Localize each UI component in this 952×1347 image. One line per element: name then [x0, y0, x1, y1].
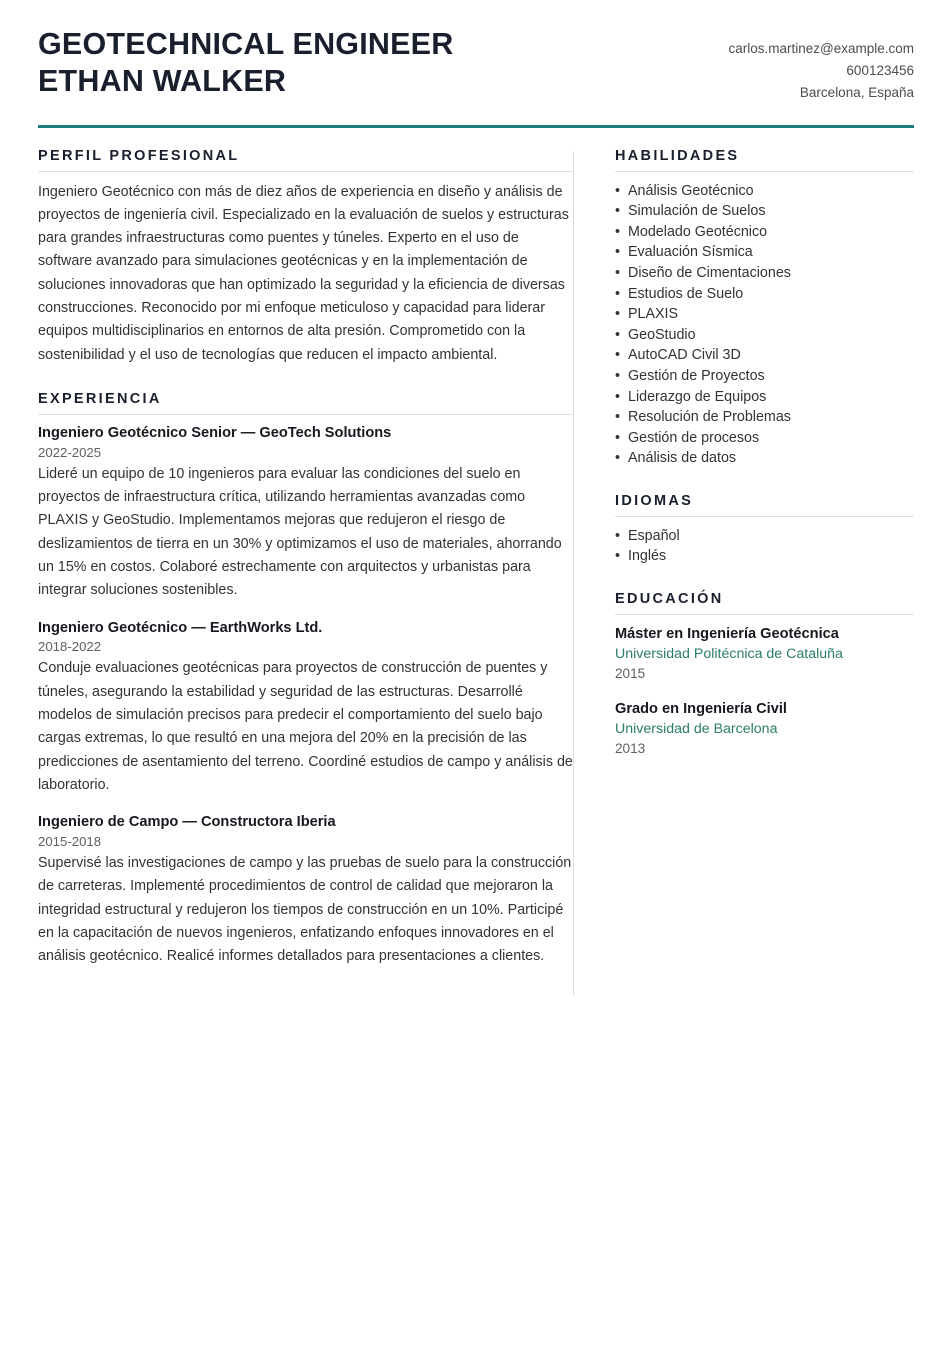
education-year: 2013: [615, 741, 646, 757]
list-item: • Inglés: [615, 546, 914, 567]
job-dates: 2022-2025: [38, 444, 102, 460]
education-item: [615, 699, 914, 759]
education-item: [615, 624, 914, 684]
contact-phone[interactable]: 600123456: [846, 62, 914, 78]
list-item: • PLAXIS: [615, 304, 914, 325]
contact-block: [728, 26, 914, 104]
contact-email[interactable]: carlos.martinez@example.com: [728, 41, 914, 56]
experience-item: [38, 424, 573, 603]
list-item: • Simulación de Suelos: [615, 201, 914, 222]
job-title: Ingeniero Geotécnico Senior — GeoTech Solutions: [38, 424, 392, 441]
section-skills: [615, 148, 914, 469]
candidate-name: ETHAN WALKER: [38, 64, 287, 99]
job-dates: 2018-2022: [38, 639, 102, 655]
list-item: • Modelado Geotécnico: [615, 222, 914, 243]
job-description: Lideré un equipo de 10 ingenieros para evaluar las condiciones del suelo en proyectos de infraestructura crítica, utilizando herramientas avanzadas como PLAXIS y GeoStudio. Implementamos mejoras que redujeron el riesgo de deslizamientos de tierra en un 30% y optimizamos el uso de materiales, ahorrando un 15% en costos. Colaboré estrechamente con arquitectos y urbanistas para integrar soluciones sostenibles.: [38, 465, 562, 599]
list-item: • Análisis Geotécnico: [615, 181, 914, 202]
list-item: • Español: [615, 526, 914, 547]
experience-item: [38, 813, 573, 968]
section-heading-education: EDUCACIÓN: [615, 591, 914, 615]
job-dates: 2015-2018: [38, 833, 102, 849]
skills-list: [615, 181, 914, 469]
list-item: • Evaluación Sísmica: [615, 242, 914, 263]
education-school: Universidad de Barcelona: [615, 720, 778, 737]
job-description: Conduje evaluaciones geotécnicas para proyectos de construcción de puentes y túneles, asegurando la estabilidad y seguridad de las estructuras. Desarrollé modelos de simulación precisos para predecir el comportamiento del suelo bajo cargas extremas, lo que resultó en una mejora del 20% en la precisión de las predicciones de asentamiento del terreno. Coordiné estudios de campo y análisis de laboratorio.: [38, 660, 573, 793]
list-item: • Diseño de Cimentaciones: [615, 263, 914, 284]
list-item: • Gestión de Proyectos: [615, 366, 914, 387]
contact-location: Barcelona, España: [799, 84, 914, 100]
section-heading-languages: IDIOMAS: [615, 493, 914, 517]
section-languages: [615, 493, 914, 567]
sidebar-column: [574, 148, 914, 764]
resume-header: [38, 0, 914, 104]
resume-columns: [38, 148, 914, 996]
main-column: [38, 148, 573, 973]
education-degree: Máster en Ingeniería Geotécnica: [615, 626, 839, 643]
job-title-heading: GEOTECHNICAL ENGINEER: [38, 27, 454, 61]
section-experience: [38, 391, 573, 968]
experience-item: [38, 619, 573, 798]
job-description: Supervisé las investigaciones de campo y las pruebas de suelo para la construcción de carreteras. Implementé procedimientos de control de calidad que mejoraron la integridad estructural y redujeron los tiempos de construcción en un 10%. Participé en la capacitación de nuevos ingenieros, enfatizando enfoques innovadores en el análisis geotécnico. Realicé informes detallados para presentaciones a clientes.: [38, 854, 572, 965]
education-year: 2015: [615, 666, 646, 682]
education-degree: Grado en Ingeniería Civil: [615, 701, 787, 718]
job-title: Ingeniero Geotécnico — EarthWorks Ltd.: [38, 619, 323, 636]
list-item: • Análisis de datos: [615, 448, 914, 469]
list-item: • Liderazgo de Equipos: [615, 387, 914, 408]
education-school: Universidad Politécnica de Cataluña: [615, 645, 843, 662]
section-education: [615, 591, 914, 759]
list-item: • AutoCAD Civil 3D: [615, 345, 914, 366]
list-item: • Estudios de Suelo: [615, 284, 914, 305]
header-accent-divider: [38, 125, 914, 128]
section-profile: [38, 148, 573, 367]
list-item: • GeoStudio: [615, 325, 914, 346]
section-heading-skills: HABILIDADES: [615, 148, 914, 172]
section-heading-experience: EXPERIENCIA: [38, 391, 573, 415]
page-title: [38, 26, 453, 100]
header-name-block: [38, 26, 453, 100]
profile-text: Ingeniero Geotécnico con más de diez años de experiencia en diseño y análisis de proyectos de ingeniería civil. Especializado en la evaluación de suelos y estructuras para grandes infraestructuras como puentes y túneles. Experto en el uso de software avanzado para simulaciones geotécnicas y en la implementación de soluciones innovadoras que han optimizado la seguridad y la eficiencia de diversas construcciones. Reconocido por mi enfoque meticuloso y capacidad para liderar equipos multidisciplinarios en entornos de alta presión. Comprometido con la sostenibilidad y el uso de tecnologías que reducen el impacto ambiental.: [38, 183, 569, 363]
languages-list: [615, 526, 914, 567]
list-item: • Resolución de Problemas: [615, 407, 914, 428]
list-item: • Gestión de procesos: [615, 428, 914, 449]
section-heading-profile: PERFIL PROFESIONAL: [38, 148, 573, 172]
job-title: Ingeniero de Campo — Constructora Iberia: [38, 814, 336, 831]
